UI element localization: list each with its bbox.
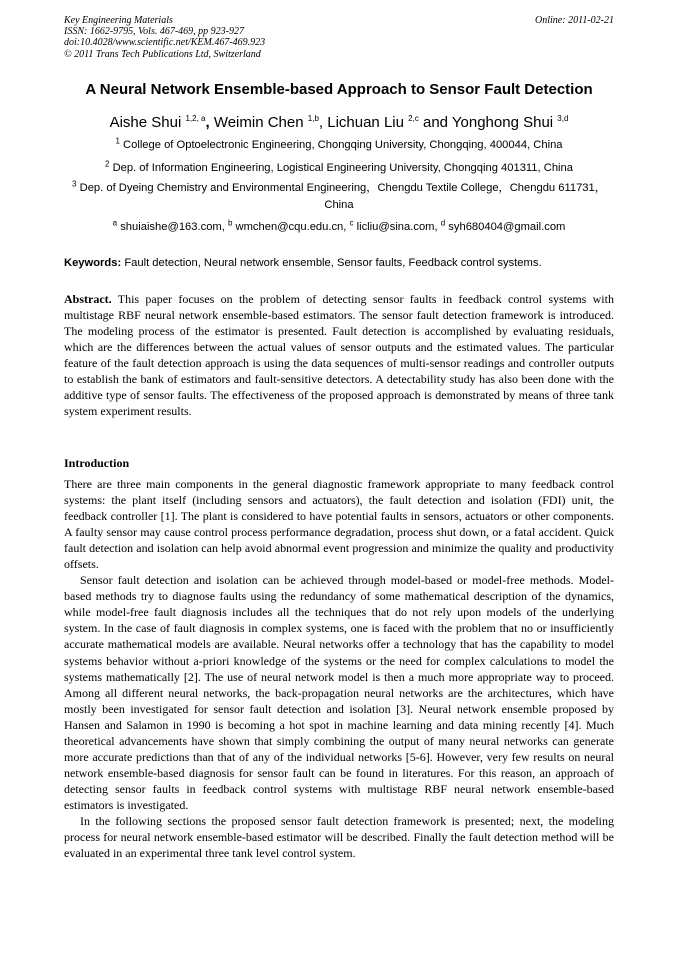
affiliation-2 <box>64 160 614 177</box>
affiliation-text: Dep. of Dyeing Chemistry and Environmental Engineering，Chengdu Textile College，Chengdu 611731，China <box>79 182 606 211</box>
email-mark: c <box>349 218 354 228</box>
author-name: Yonghong Shui <box>451 114 554 131</box>
keywords-text: Fault detection, Neural network ensemble, Sensor faults, Feedback control systems. <box>124 257 542 269</box>
author-name: Weimin Chen <box>213 114 304 131</box>
author-affiliation-mark: 3,d <box>557 114 569 123</box>
email-address: shuiaishe@163.com, <box>120 221 228 233</box>
keywords <box>64 257 624 269</box>
author-line <box>0 114 678 131</box>
affiliation-mark: 2 <box>105 159 110 169</box>
email-mark: b <box>227 218 233 228</box>
affiliation-mark: 3 <box>72 179 77 189</box>
paragraph: Sensor fault detection and isolation can be achieved through model-based or model-free methods. Model-based methods try to diagnose faults using the redundancy of some mathematical description of the dynamics, while model-free fault diagnosis includes all the techniques that do not rely upon models of the underlying system. In the case of fault diagnosis in complex systems, one is faced with the problem that no or insufficiently accurate mathematical models are available. Neural networks offer a technology that has the capability to model systems behavior without a-priori knowledge of the systems or the need for complex calculations to model the systems mathematically [2]. The use of neural network model is then a much more appropriate way to proceed. Among all different neural networks, the back-propagation neural networks are the architectures, which have mostly been investigated for sensor fault detection and isolation [3]. Neural network ensemble proposed by Hansen and Salamon in 1990 is becoming a hot spot in machine learning and data mining recently [4]. Much theoretical advancements have shown that simply combining the output of many neural networks can generate more accurate predictions than that of any of the individual networks [5-6]. However, very few results on neural network ensemble-based diagnosis for sensor fault can be found in literatures. For this reason, an approach of detecting sensor faults in feedback control systems with multistage RBF neural network ensemble-based estimators is investigated. <box>64 573 614 812</box>
email-mark: d <box>440 218 446 228</box>
abstract-text: This paper focuses on the problem of detecting sensor faults in feedback control systems with multistage RBF neural network ensemble-based estimators. The sensor fault detection framework is introduced. The modeling process of the estimator is presented. Fault detection is accomplished by evaluating residuals, which are the differences between the actual values of sensor outputs and the estimated values. The particular feature of the fault detection approach is using the data sequences of multi-sensor readings and controller outputs to establish the bank of estimators and fault-sensitive detectors. A detectability study has also been done with the additive type of sensor faults. The effectiveness of the proposed approach is demonstrated by means of three tank system experiment results. <box>64 292 614 419</box>
email-address: wmchen@cqu.edu.cn, <box>235 221 350 233</box>
author-separator: , <box>205 114 214 131</box>
abstract <box>64 291 614 419</box>
section-heading-introduction: Introduction <box>64 456 130 470</box>
email-mark: a <box>112 218 118 228</box>
author-affiliation-mark: 1,b <box>307 114 319 123</box>
email-address: syh680404@gmail.com <box>448 221 566 233</box>
keywords-label: Keywords: <box>64 257 122 269</box>
paragraph: There are three main components in the general diagnostic framework appropriate to many feedback control systems: the plant itself (including sensors and actuators), the fault detection and isolation (FDI) unit, the feedback controller [1]. The plant is considered to have potential faults in sensors, actuators or other components. A faulty sensor may cause control process performance degradation, process shut down, or a fatal accident. Quick fault detection and isolation can help avoid abnormal event progression and minimize the quality and productivity offsets. <box>64 477 614 572</box>
email-line <box>64 219 614 236</box>
email-address: licliu@sina.com, <box>356 221 441 233</box>
doi-line: doi:10.4028/www.scientific.net/KEM.467-469.923 <box>64 37 266 49</box>
affiliation-mark: 1 <box>115 136 120 146</box>
paragraph: In the following sections the proposed sensor fault detection framework is presented; next, the modeling process for neural network ensemble-based estimator will be described. Finally the fault detection method will be evaluated in an experimental three tank level control system. <box>64 813 614 861</box>
author-separator: , <box>318 114 328 131</box>
introduction-body <box>64 476 614 861</box>
issn-line: ISSN: 1662-9795, Vols. 467-469, pp 923-927 <box>64 26 244 38</box>
affiliation-text: Dep. of Information Engineering, Logistical Engineering University, Chongqing 401311, China <box>112 162 573 174</box>
affiliation-1 <box>64 137 614 154</box>
journal-name: Key Engineering Materials <box>64 15 173 26</box>
affiliation-text: College of Optoelectronic Engineering, Chongqing University, Chongqing, 400044, China <box>123 139 563 151</box>
online-date: Online: 2011-02-21 <box>535 15 614 26</box>
copyright-line: © 2011 Trans Tech Publications Ltd, Switzerland <box>64 48 261 60</box>
paper-title: A Neural Network Ensemble-based Approach to Sensor Fault Detection <box>85 81 593 98</box>
author-separator: and <box>418 114 452 131</box>
author-name: Lichuan Liu <box>327 114 404 131</box>
affiliation-3 <box>64 180 614 214</box>
author-affiliation-mark: 2,c <box>408 114 419 123</box>
author-affiliation-mark: 1,2, a <box>185 114 206 123</box>
author-name: Aishe Shui <box>109 114 182 131</box>
journal-header <box>64 15 614 60</box>
abstract-label: Abstract. <box>64 292 112 306</box>
